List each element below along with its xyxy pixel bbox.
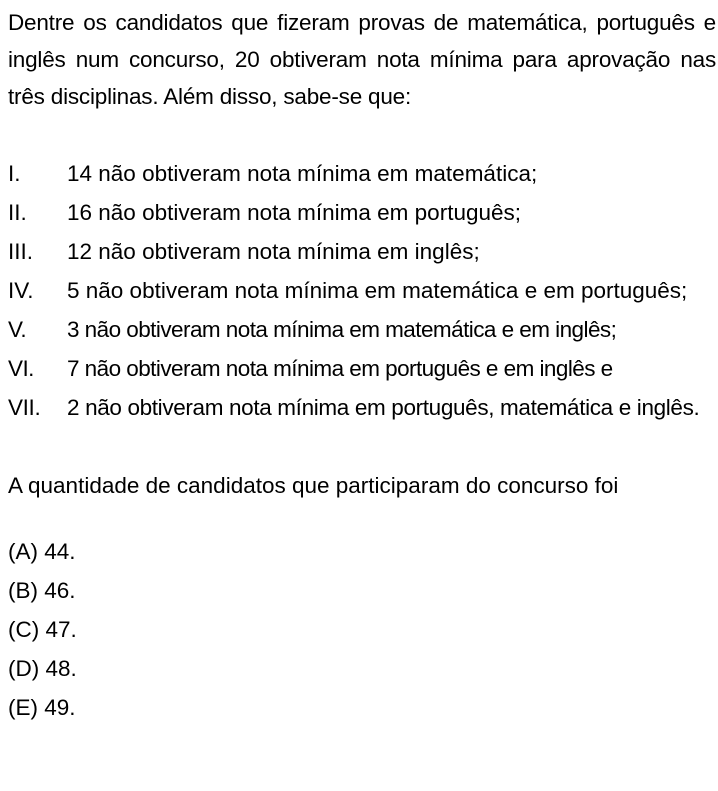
- answer-options: [8, 532, 716, 727]
- answer-option-b[interactable]: (B) 46.: [8, 578, 76, 603]
- condition-item: [8, 193, 716, 232]
- condition-number: III.: [8, 239, 34, 264]
- condition-text: 16 não obtiveram nota mínima em português;: [67, 200, 521, 225]
- condition-text: 2 não obtiveram nota mínima em português, matemática e inglês.: [67, 395, 700, 420]
- condition-item: [8, 271, 716, 310]
- condition-item: [8, 154, 716, 193]
- condition-text: 7 não obtiveram nota mínima em português e em inglês e: [67, 356, 613, 381]
- answer-option-d[interactable]: (D) 48.: [8, 656, 77, 681]
- condition-number: V.: [8, 317, 27, 342]
- condition-text: 12 não obtiveram nota mínima em inglês;: [67, 239, 480, 264]
- conditions-list: [8, 154, 716, 427]
- condition-number: II.: [8, 200, 27, 225]
- condition-item: [8, 310, 716, 349]
- answer-option-c[interactable]: (C) 47.: [8, 617, 77, 642]
- question-stem: A quantidade de candidatos que participaram do concurso foi: [8, 473, 619, 498]
- question-document: [8, 4, 716, 727]
- condition-item: [8, 232, 716, 271]
- condition-number: VI.: [8, 356, 34, 381]
- question-intro: Dentre os candidatos que fizeram provas de matemática, português e inglês num concurso, 20 obtiveram nota mínima para aprovação nas três disciplinas. Além disso, sabe-se que:: [8, 10, 716, 109]
- condition-number: VII.: [8, 395, 41, 420]
- answer-option-e[interactable]: (E) 49.: [8, 695, 76, 720]
- condition-text: 3 não obtiveram nota mínima em matemática e em inglês;: [67, 317, 617, 342]
- condition-number: IV.: [8, 278, 34, 303]
- condition-text: 14 não obtiveram nota mínima em matemática;: [67, 161, 538, 186]
- condition-item: [8, 349, 716, 388]
- condition-number: I.: [8, 161, 21, 186]
- answer-option-a[interactable]: (A) 44.: [8, 539, 76, 564]
- condition-item: [8, 388, 716, 427]
- condition-text: 5 não obtiveram nota mínima em matemática e em português;: [67, 278, 688, 303]
